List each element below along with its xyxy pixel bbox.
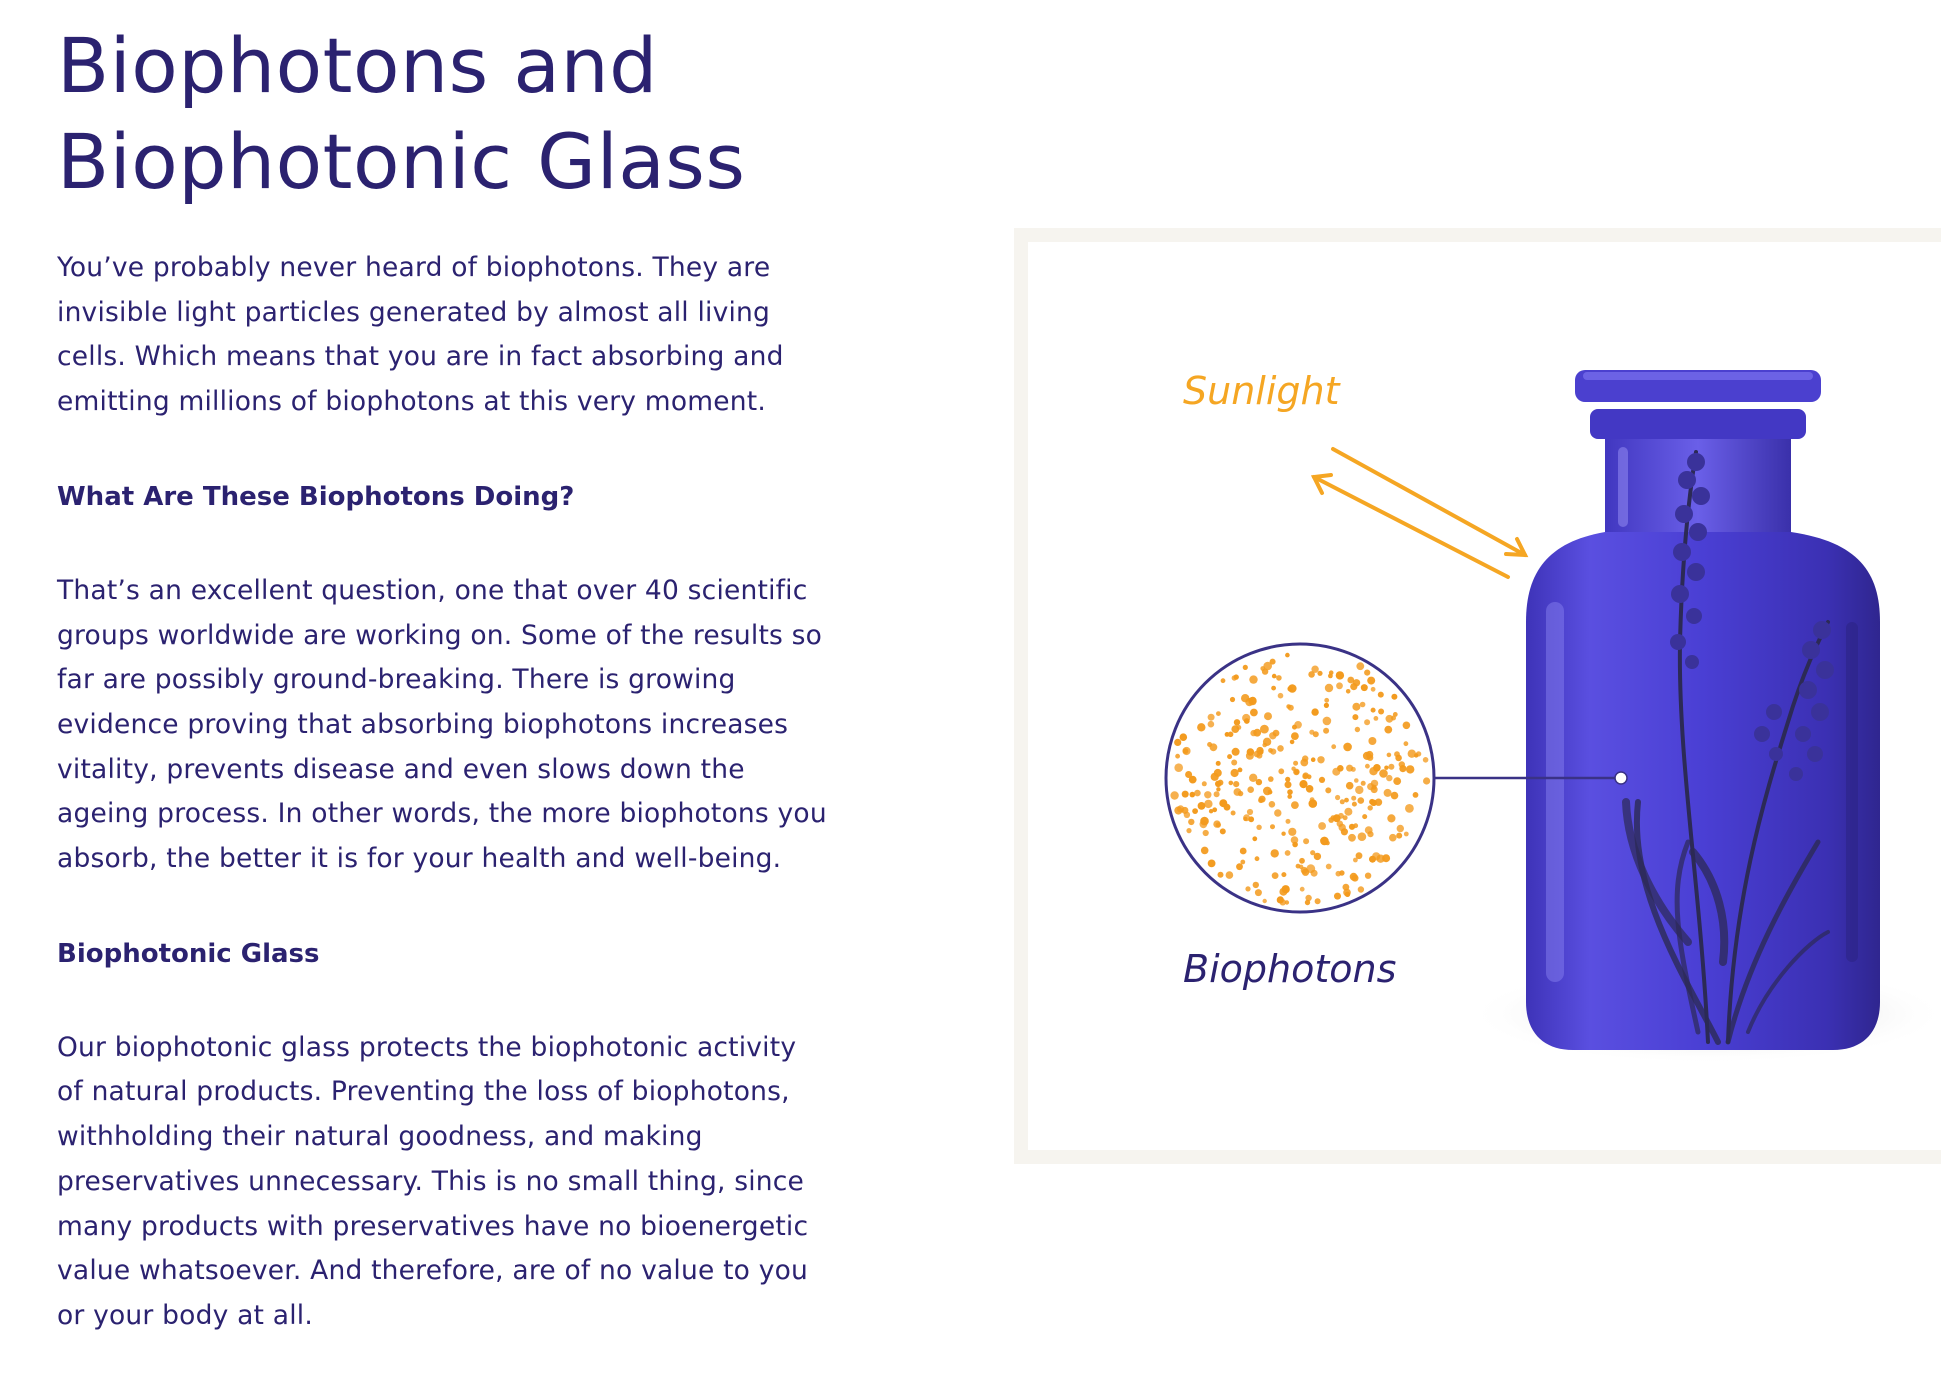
biophoton-dot bbox=[1305, 900, 1310, 905]
section-paragraph-biophotons-doing: That’s an excellent question, one that over 40 scientific groups worldwide are working on. Some of the results so far are possibly ground-breaking. There is growing evidence proving that absorbing biophotons increases vitality, prevents disease and even slows down the ageing process. In other words, the more biophotons you absorb, the better it is for your health and well-being. bbox=[57, 574, 827, 875]
biophoton-dot bbox=[1358, 886, 1364, 892]
sunlight-label: Sunlight bbox=[1183, 369, 1340, 413]
biophoton-dot bbox=[1288, 684, 1297, 693]
biophoton-dot bbox=[1395, 755, 1402, 762]
biophoton-dot bbox=[1396, 833, 1402, 839]
biophoton-dot bbox=[1306, 785, 1314, 793]
biophoton-dot bbox=[1318, 822, 1326, 830]
biophoton-dot bbox=[1272, 674, 1277, 679]
biophoton-dot bbox=[1238, 791, 1243, 796]
biophoton-dot bbox=[1269, 732, 1276, 739]
page-title bbox=[57, 18, 827, 210]
biophoton-dot bbox=[1310, 850, 1315, 855]
biophoton-dot bbox=[1278, 693, 1284, 699]
biophoton-dot bbox=[1358, 797, 1365, 804]
biophoton-dot bbox=[1216, 787, 1220, 791]
biophoton-dot bbox=[1382, 854, 1390, 862]
illustration bbox=[1028, 242, 1941, 1150]
biophoton-dot bbox=[1253, 729, 1261, 737]
biophoton-dot bbox=[1303, 838, 1309, 844]
biophoton-dot bbox=[1286, 819, 1291, 824]
biophoton-dot bbox=[1384, 789, 1392, 797]
biophoton-dot bbox=[1354, 778, 1359, 783]
biophoton-dot bbox=[1336, 871, 1342, 877]
biophoton-dot bbox=[1216, 761, 1221, 766]
biophoton-dot bbox=[1404, 741, 1409, 746]
biophoton-dot bbox=[1329, 670, 1334, 675]
biophoton-dot bbox=[1291, 732, 1299, 740]
page-title-line-2: Biophotonic Glass bbox=[57, 117, 746, 206]
biophoton-dot bbox=[1323, 728, 1329, 734]
biophoton-dot bbox=[1185, 771, 1192, 778]
biophoton-dot bbox=[1389, 834, 1397, 842]
biophoton-dot bbox=[1361, 781, 1366, 786]
biophoton-dot bbox=[1174, 763, 1183, 772]
biophoton-dot bbox=[1343, 889, 1351, 897]
biophoton-dot bbox=[1331, 744, 1336, 749]
biophoton-dot bbox=[1348, 834, 1356, 842]
biophoton-dot bbox=[1240, 848, 1247, 855]
biophoton-dot bbox=[1177, 805, 1184, 812]
biophoton-dot bbox=[1200, 820, 1208, 828]
biophoton-dot bbox=[1290, 740, 1295, 745]
biophoton-dot bbox=[1386, 715, 1394, 723]
biophoton-dot bbox=[1378, 692, 1384, 698]
biophoton-dot bbox=[1231, 760, 1237, 766]
biophoton-dot bbox=[1285, 850, 1291, 856]
biophoton-dot bbox=[1278, 768, 1284, 774]
biophoton-dot bbox=[1236, 863, 1243, 870]
biophoton-dot bbox=[1279, 888, 1287, 896]
biophoton-dot bbox=[1197, 723, 1205, 731]
biophoton-dot bbox=[1365, 764, 1370, 769]
biophoton-dot bbox=[1256, 779, 1262, 785]
biophoton-dot bbox=[1355, 727, 1360, 732]
biophoton-dot bbox=[1255, 889, 1262, 896]
biophoton-dot bbox=[1343, 815, 1348, 820]
biophoton-dot bbox=[1350, 683, 1357, 690]
biophoton-dot bbox=[1423, 757, 1429, 763]
biophoton-dot bbox=[1423, 777, 1430, 784]
biophoton-dot bbox=[1336, 671, 1344, 679]
biophoton-dot bbox=[1369, 856, 1376, 863]
biophoton-dot bbox=[1350, 873, 1358, 881]
biophoton-dot bbox=[1299, 865, 1304, 870]
biophoton-dot bbox=[1201, 847, 1209, 855]
biophoton-dot bbox=[1208, 714, 1215, 721]
biophoton-dot bbox=[1291, 801, 1299, 809]
biophoton-dot bbox=[1256, 753, 1262, 759]
biophoton-dot bbox=[1175, 754, 1180, 759]
biophoton-dot bbox=[1336, 682, 1343, 689]
biophoton-dot bbox=[1174, 739, 1181, 746]
intro-paragraph: You’ve probably never heard of biophotons. They are invisible light particles generated by almost all living cells. Which means that you are in fact absorbing and emitting millions of biophotons at this very moment. bbox=[57, 252, 784, 418]
biophotons-label: Biophotons bbox=[1183, 947, 1397, 991]
biophoton-dot bbox=[1277, 745, 1284, 752]
biophoton-dot bbox=[1352, 714, 1358, 720]
biophoton-dot bbox=[1243, 814, 1250, 821]
biophoton-dot bbox=[1221, 678, 1226, 683]
biophoton-dot bbox=[1352, 703, 1360, 711]
biophoton-dot bbox=[1362, 814, 1367, 819]
biophoton-dot bbox=[1366, 751, 1373, 758]
biophoton-dot bbox=[1403, 722, 1411, 730]
page-title-line-1: Biophotons and bbox=[57, 21, 658, 110]
biophoton-dot bbox=[1299, 858, 1305, 864]
biophoton-dot bbox=[1256, 825, 1261, 830]
biophoton-dot bbox=[1287, 789, 1293, 795]
biophoton-dot bbox=[1217, 780, 1223, 786]
biophoton-dot bbox=[1220, 828, 1226, 834]
biophoton-dot bbox=[1300, 759, 1308, 767]
biophoton-dot bbox=[1320, 837, 1329, 846]
biophoton-dot bbox=[1272, 872, 1279, 879]
biophoton-dot bbox=[1325, 684, 1333, 692]
biophoton-dot bbox=[1340, 799, 1345, 804]
biophoton-dot bbox=[1202, 781, 1207, 786]
biophoton-dot bbox=[1252, 836, 1257, 841]
biophoton-dot bbox=[1243, 665, 1248, 670]
biophoton-dot bbox=[1240, 860, 1245, 865]
biophoton-dot bbox=[1250, 709, 1258, 717]
biophoton-dot bbox=[1188, 819, 1194, 825]
biophoton-dot bbox=[1262, 743, 1267, 748]
biophoton-dot bbox=[1346, 765, 1353, 772]
biophoton-dot bbox=[1294, 721, 1302, 729]
biophoton-dot bbox=[1319, 777, 1325, 783]
illustration-frame bbox=[1014, 228, 1941, 1164]
biophoton-dot bbox=[1229, 781, 1234, 786]
biophoton-dot bbox=[1384, 766, 1388, 770]
biophoton-dot bbox=[1264, 712, 1272, 720]
biophoton-dot bbox=[1186, 828, 1191, 833]
biophoton-dot bbox=[1285, 777, 1290, 782]
biophoton-dot bbox=[1365, 826, 1373, 834]
biophoton-dot bbox=[1281, 832, 1285, 836]
biophoton-dot bbox=[1276, 675, 1282, 681]
biophoton-dot bbox=[1288, 828, 1296, 836]
biophoton-dot bbox=[1268, 776, 1274, 782]
biophoton-dot bbox=[1326, 864, 1332, 870]
biophoton-dot bbox=[1308, 671, 1315, 678]
biophoton-dot bbox=[1271, 686, 1276, 691]
biophoton-dot bbox=[1226, 871, 1234, 879]
biophoton-dot bbox=[1343, 743, 1352, 752]
biophoton-dot bbox=[1346, 689, 1351, 694]
biophoton-dot bbox=[1285, 781, 1292, 788]
biophoton-dot bbox=[1268, 748, 1273, 753]
biophoton-dot bbox=[1391, 792, 1399, 800]
biophoton-dot bbox=[1285, 653, 1290, 658]
biophoton-dot bbox=[1371, 708, 1376, 713]
biophoton-dot bbox=[1372, 785, 1377, 790]
biophoton-dot bbox=[1397, 825, 1404, 832]
biophoton-dot bbox=[1346, 782, 1354, 790]
biophoton-dot bbox=[1368, 805, 1373, 810]
biophoton-dot bbox=[1209, 809, 1213, 813]
biophoton-dot bbox=[1180, 733, 1188, 741]
biophoton-dot bbox=[1287, 794, 1292, 799]
biophoton-dot bbox=[1369, 799, 1375, 805]
biophoton-dot bbox=[1269, 801, 1276, 808]
biophoton-dot bbox=[1337, 765, 1344, 772]
biophoton-dot bbox=[1414, 753, 1418, 757]
biophoton-dot bbox=[1365, 873, 1371, 879]
biophoton-dot bbox=[1242, 714, 1250, 722]
biophoton-dot bbox=[1293, 769, 1300, 776]
biophoton-dot bbox=[1192, 808, 1198, 814]
biophoton-dot bbox=[1170, 791, 1178, 799]
biophoton-dot bbox=[1258, 798, 1264, 804]
biophoton-dot bbox=[1268, 790, 1273, 795]
biophoton-dot bbox=[1182, 791, 1189, 798]
biophoton-dot bbox=[1378, 709, 1384, 715]
biophoton-dot bbox=[1353, 858, 1358, 863]
biophoton-dot bbox=[1344, 808, 1352, 816]
biophoton-dot bbox=[1216, 822, 1221, 827]
biophoton-dot bbox=[1288, 705, 1294, 711]
biophoton-dot bbox=[1364, 719, 1370, 725]
biophoton-dot bbox=[1183, 748, 1189, 754]
biophoton-dot bbox=[1374, 716, 1379, 721]
biophoton-dot bbox=[1344, 798, 1349, 803]
section-heading-biophotonic-glass: Biophotonic Glass bbox=[57, 938, 320, 969]
biophoton-dot bbox=[1247, 748, 1255, 756]
biophoton-dot bbox=[1361, 684, 1368, 691]
biophoton-dot bbox=[1315, 898, 1321, 904]
biophoton-dot bbox=[1292, 842, 1298, 848]
section-paragraph-biophotonic-glass: Our biophotonic glass protects the biophotonic activity of natural products. Preventing the loss of biophotons, withholding their natural goodness, and making preservatives unnecessary. This is no small thing, since many products with preservatives have no bioenergetic value whatsoever. And therefore, are of no value to you or your body at all. bbox=[57, 1031, 809, 1331]
biophoton-dot bbox=[1270, 824, 1275, 829]
biophoton-dot bbox=[1194, 790, 1201, 797]
biophoton-dot bbox=[1352, 802, 1357, 807]
biophoton-dot bbox=[1303, 772, 1309, 778]
biophoton-dot bbox=[1232, 748, 1240, 756]
biophoton-dot bbox=[1216, 711, 1221, 716]
biophoton-dot bbox=[1230, 697, 1235, 702]
biophoton-dot bbox=[1324, 698, 1329, 703]
biophoton-dot bbox=[1351, 796, 1356, 801]
biophoton-dot bbox=[1198, 802, 1206, 810]
biophoton-dot bbox=[1245, 886, 1250, 891]
illustration-svg bbox=[1028, 242, 1941, 1150]
biophoton-dot bbox=[1331, 815, 1336, 820]
biophoton-dot bbox=[1399, 761, 1405, 767]
biophoton-dot bbox=[1293, 761, 1298, 766]
biophoton-dot bbox=[1231, 811, 1236, 816]
biophoton-dot bbox=[1367, 677, 1375, 685]
biophoton-dot bbox=[1368, 737, 1376, 745]
biophoton-dot bbox=[1335, 795, 1340, 800]
biophoton-dot bbox=[1387, 753, 1392, 758]
biophoton-dot bbox=[1339, 824, 1346, 831]
biophoton-dot bbox=[1324, 703, 1329, 708]
biophoton-dot bbox=[1280, 899, 1286, 905]
biophoton-dot bbox=[1227, 754, 1232, 759]
biophoton-dot bbox=[1203, 830, 1209, 836]
biophoton-dot bbox=[1263, 899, 1267, 903]
biophoton-dot bbox=[1208, 860, 1216, 868]
biophoton-dot bbox=[1214, 791, 1220, 797]
biophoton-dot bbox=[1387, 814, 1395, 822]
biophoton-dot bbox=[1369, 767, 1377, 775]
article bbox=[57, 18, 827, 1339]
biophoton-dot bbox=[1184, 812, 1190, 818]
biophoton-dot bbox=[1249, 675, 1257, 683]
biophoton-dot bbox=[1247, 809, 1253, 815]
biophoton-dot bbox=[1231, 769, 1239, 777]
biophoton-dot bbox=[1317, 671, 1322, 676]
biophoton-dot bbox=[1391, 694, 1397, 700]
biophoton-dot bbox=[1274, 809, 1281, 816]
biophoton-dot bbox=[1364, 670, 1370, 676]
biophoton-dot bbox=[1249, 697, 1256, 704]
biophoton-dot bbox=[1300, 887, 1305, 892]
biophoton-dot bbox=[1253, 882, 1259, 888]
section-heading-biophotons-doing: What Are These Biophotons Doing? bbox=[57, 481, 575, 512]
biophoton-dot bbox=[1310, 797, 1315, 802]
biophoton-dot bbox=[1234, 719, 1240, 725]
biophoton-dot bbox=[1255, 856, 1260, 861]
biophoton-dot bbox=[1281, 872, 1286, 877]
biophoton-dot bbox=[1210, 743, 1218, 751]
biophoton-dot bbox=[1393, 777, 1401, 785]
biophoton-dot bbox=[1237, 725, 1242, 730]
biophoton-dot bbox=[1325, 787, 1331, 793]
biophoton-dot bbox=[1219, 799, 1227, 807]
biophoton-dot bbox=[1313, 731, 1319, 737]
biophoton-dot bbox=[1214, 769, 1222, 777]
biophoton-dot bbox=[1355, 786, 1363, 794]
biophoton-dot bbox=[1233, 781, 1239, 787]
sunlight-arrows-icon bbox=[1314, 449, 1525, 577]
biophoton-dot bbox=[1379, 769, 1388, 778]
biophoton-dot bbox=[1306, 864, 1315, 873]
biophoton-dot bbox=[1405, 804, 1414, 813]
biophoton-dot bbox=[1349, 824, 1355, 830]
biophoton-dot bbox=[1317, 756, 1324, 763]
biophoton-dot bbox=[1260, 666, 1265, 671]
biophoton-dot bbox=[1406, 765, 1414, 773]
biophoton-dot bbox=[1388, 764, 1394, 770]
biophoton-dot bbox=[1334, 893, 1341, 900]
biophoton-dot bbox=[1260, 725, 1269, 734]
biophoton-dot bbox=[1204, 800, 1212, 808]
biophoton-dot bbox=[1247, 786, 1254, 793]
biophoton-dot bbox=[1404, 832, 1409, 837]
biophoton-dot bbox=[1204, 791, 1211, 798]
biophoton-dot bbox=[1208, 721, 1215, 728]
biophoton-dot bbox=[1311, 757, 1316, 762]
biophoton-dot bbox=[1218, 872, 1224, 878]
biophoton-dot bbox=[1371, 687, 1376, 692]
biophoton-dot bbox=[1358, 832, 1367, 841]
biophoton-dot bbox=[1384, 726, 1392, 734]
biophoton-dot bbox=[1356, 662, 1364, 670]
biophoton-dot bbox=[1225, 732, 1230, 737]
biophoton-dot bbox=[1360, 702, 1366, 708]
biophoton-dot bbox=[1232, 675, 1237, 680]
biophoton-dot bbox=[1413, 792, 1419, 798]
biophoton-dot bbox=[1323, 717, 1332, 726]
biophoton-dot bbox=[1271, 849, 1279, 857]
biophoton-dot bbox=[1311, 708, 1318, 715]
